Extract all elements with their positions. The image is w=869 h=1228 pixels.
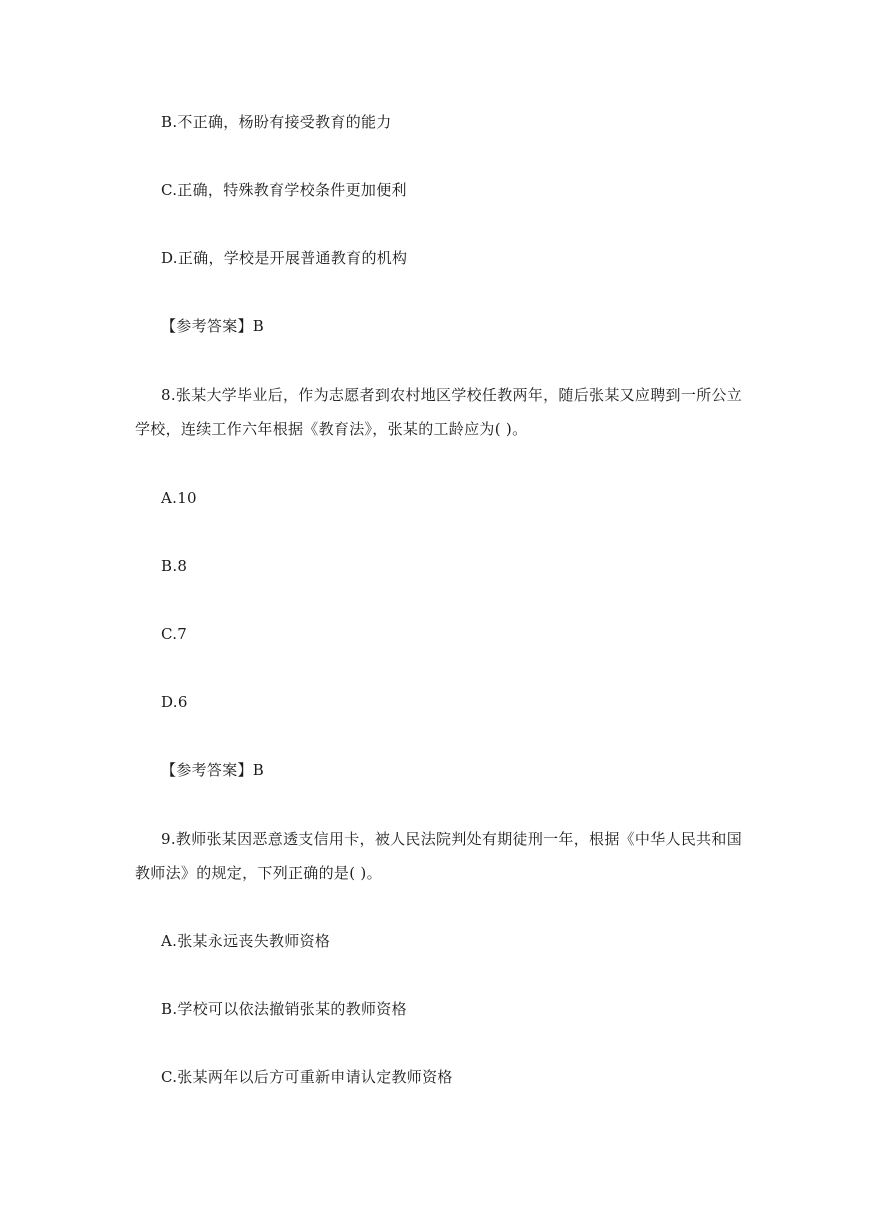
q9-option-c: C.张某两年以后方可重新申请认定教师资格	[161, 1068, 453, 1086]
q7-option-d: D.正确，学校是开展普通教育的机构	[161, 249, 408, 267]
q7-answer: 【参考答案】B	[161, 317, 265, 335]
q9-option-a: A.张某永远丧失教师资格	[161, 932, 331, 950]
q8-stem-line2: 学校，连续工作六年根据《教育法》，张某的工龄应为( )。	[135, 420, 528, 438]
q9-stem-line1: 9.教师张某因恶意透支信用卡，被人民法院判处有期徒刑一年，根据《中华人民共和国	[161, 830, 743, 848]
q8-option-a: A.10	[161, 489, 197, 507]
q8-stem-line1: 8.张某大学毕业后，作为志愿者到农村地区学校任教两年，随后张某又应聘到一所公立	[161, 386, 743, 404]
q9-option-b: B.学校可以依法撤销张某的教师资格	[161, 1000, 407, 1018]
q8-option-d: D.6	[161, 693, 188, 711]
q8-option-b: B.8	[161, 557, 188, 575]
q7-option-c: C.正确，特殊教育学校条件更加便利	[161, 181, 407, 199]
q8-option-c: C.7	[161, 625, 188, 643]
q9-stem-line2: 教师法》的规定，下列正确的是( )。	[135, 864, 382, 882]
q7-option-b: B.不正确，杨盼有接受教育的能力	[161, 113, 392, 131]
q8-answer: 【参考答案】B	[161, 761, 265, 779]
